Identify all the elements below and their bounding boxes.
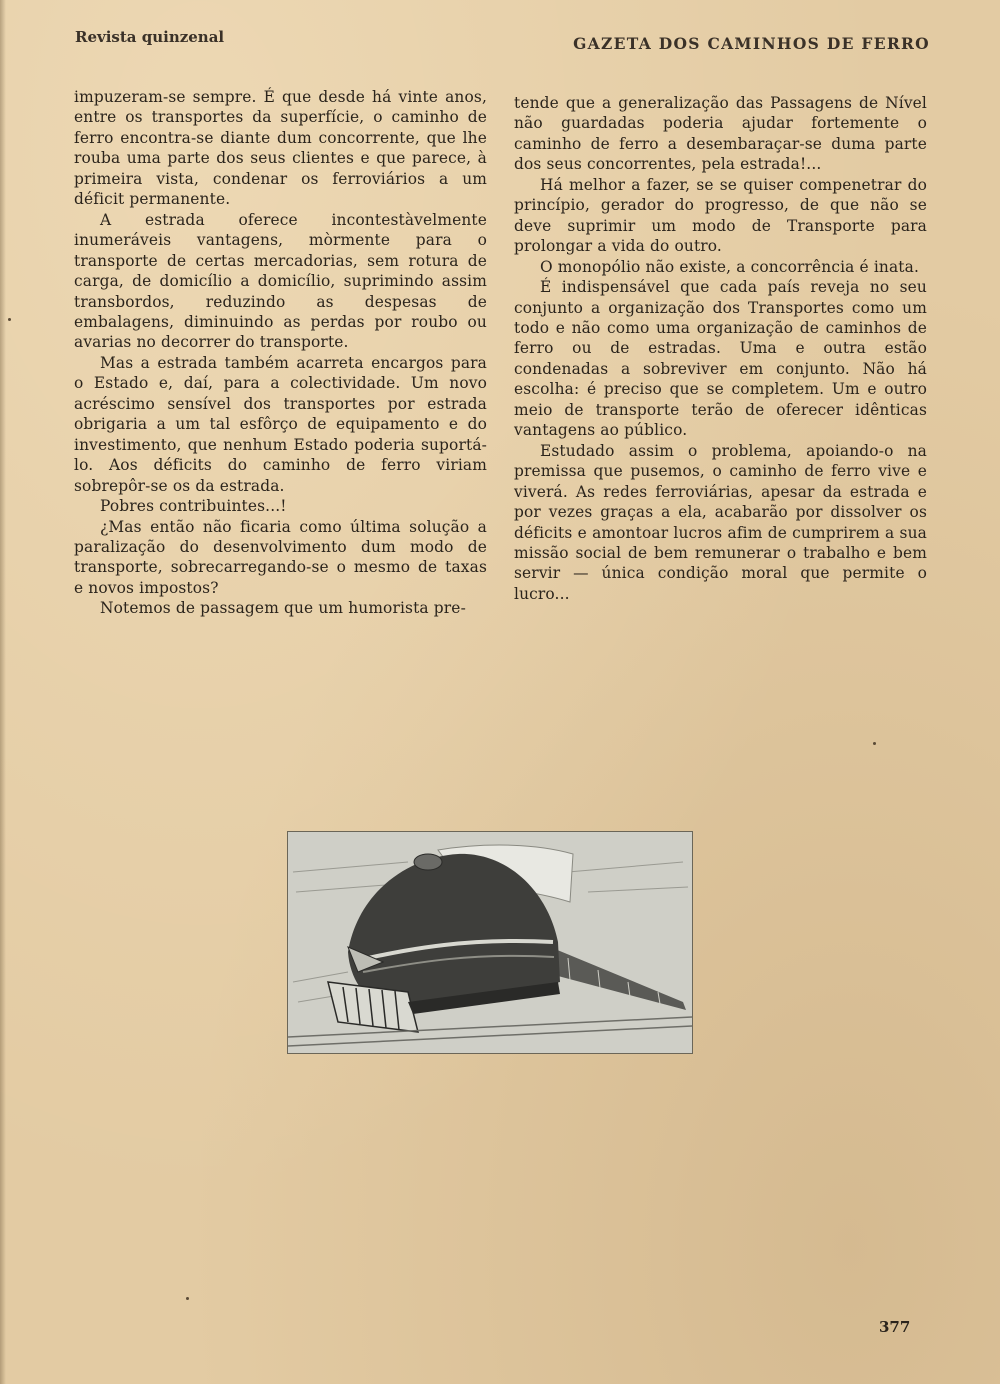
running-head-left: Revista quinzenal: [75, 28, 225, 46]
paragraph: Notemos de passagem que um humorista pre-: [100, 599, 466, 618]
locomotive-illustration: [287, 831, 693, 1054]
left-column: [74, 87, 487, 619]
paragraph: Mas a estrada também acarreta encargos para o Estado e, daí, para a colectividade. Um novo acréscimo sensível dos transportes por estrada obrigaria a um tal esfôrço de equipamento e do investimento, que nenhum Estado poderia suportá-lo. Aos déficits do caminho de ferro viriam sobrepôr-se os da estrada.: [74, 353, 487, 495]
running-head-right: GAZETA DOS CAMINHOS DE FERRO: [573, 34, 930, 53]
paragraph: impuzeram-se sempre. É que desde há vinte anos, entre os transportes da superfície, o caminho de ferro encontra-se diante dum concorrente, que lhe rouba uma parte dos seus clientes e que parece, à primeira vista, condenar os ferroviários a um déficit permanente.: [74, 88, 487, 209]
paragraph: A estrada oferece incontestàvelmente inumeráveis vantagens, mòrmente para o transporte de certas mercadorias, sem rotura de carga, de domicílio a domicílio, suprimindo assim transbordos, reduzindo as despesas de embalagens, diminuindo as perdas por roubo ou avarias no decorrer do transporte.: [74, 210, 487, 352]
paper-speck: [186, 1297, 189, 1300]
paragraph: tende que a generalização das Passagens de Nível não guardadas poderia ajudar fortemente o caminho de ferro a desembaraçar-se duma parte dos seus concorrentes, pela estrada!...: [514, 94, 927, 174]
page-number: 377: [879, 1318, 911, 1336]
paragraph: É indispensável que cada país reveja no seu conjunto a organização dos Transportes como um todo e não como uma organização de caminhos de ferro ou de estradas. Uma e outra estão condenadas a sobreviver em conjunto. Não há escolha: é preciso que se completem. Um e outro meio de transporte terão de oferecer idênticas vantagens ao público.: [514, 278, 927, 440]
paper-speck: [873, 742, 876, 745]
paragraph: ¿Mas então não ficaria como última solução a paralização do desenvolvimento dum modo de transporte, sobrecarregando-se o mesmo de taxas e novos impostos?: [74, 517, 487, 597]
paragraph: Estudado assim o problema, apoiando-o na premissa que pusemos, o caminho de ferro vive e viverá. As redes ferroviárias, apesar da estrada e por vezes graças a ela, acabarão por dissolver os déficits e amontoar lucros afim de cumprirem a sua missão social de bem remunerar o trabalho e bem servir — única condição moral que permite o lucro...: [514, 441, 927, 603]
page-edge-shadow: [0, 0, 6, 1384]
paragraph: Há melhor a fazer, se se quiser compenetrar do princípio, gerador do progresso, de que não se deve suprimir um modo de Transporte para prolongar a vida do outro.: [514, 175, 927, 256]
paragraph: Pobres contribuintes...!: [100, 497, 287, 516]
right-column: [514, 93, 927, 604]
paper-speck: [8, 318, 11, 321]
streamlined-locomotive-drawing: [288, 832, 692, 1053]
paragraph: O monopólio não existe, a concorrência é inata.: [540, 257, 920, 276]
